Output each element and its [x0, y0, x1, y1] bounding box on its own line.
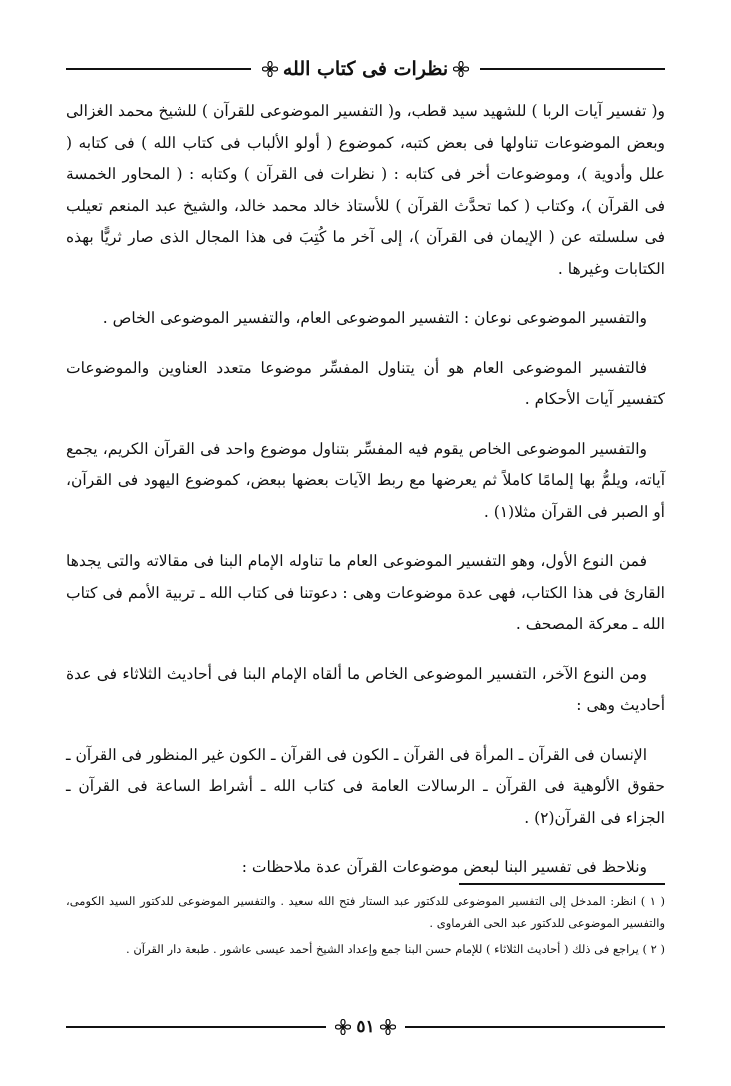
- header-rule-right: [480, 68, 665, 70]
- footnotes: [66, 890, 665, 964]
- footer-rule-right: [405, 1026, 665, 1028]
- paragraph: والتفسير الموضوعى الخاص يقوم فيه المفسِّر بتناول موضوع واحد فى القرآن الكريم، يجمع آياته، ويلمُّ بها إلمامًا كاملاً ثم يعرضها مع ربط الآيات بعضها ببعض، كموضوع اليهود فى القرآن، أو الصبر فى القرآن مثلا(١) .: [66, 439, 665, 521]
- header-title: نظرات فى كتاب الله: [282, 58, 449, 80]
- paragraph: ومن النوع الآخر، التفسير الموضوعى الخاص ما ألقاه الإمام البنا فى أحاديث الثلاثاء فى عدة أحاديث وهى :: [66, 664, 665, 714]
- paragraph: فمن النوع الأول، وهو التفسير الموضوعى العام ما تناوله الإمام البنا فى مقالاته والتى يجدها القارئ فى هذا الكتاب، فهى عدة موضوعات وهى : دعوتنا فى كتاب الله ـ تربية الأمم فى كتاب الله ـ معركة المصحف .: [66, 552, 665, 633]
- paragraph: الإنسان فى القرآن ـ المرأة فى القرآن ـ الكون فى القرآن ـ الكون غير المنظور فى القرآن ـ حقوق الألوهية فى القرآن ـ الرسالات العامة فى كتاب الله ـ أشراط الساعة فى القرآن ـ الجزاء فى القرآن(٢) .: [66, 745, 665, 827]
- footer-rule-left: [66, 1026, 326, 1028]
- header-title-group: [251, 58, 480, 80]
- paragraph: والتفسير الموضوعى نوعان : التفسير الموضوعى العام، والتفسير الموضوعى الخاص .: [102, 309, 647, 327]
- footnote-divider: [459, 883, 665, 885]
- paragraph: و( تفسير آيات الربا ) للشهيد سيد قطب، و( التفسير الموضوعى للقرآن ) للشيخ محمد الغزالى وبعض الموضوعات تناولها فى بعض كتبه، كموضوع ( أولو الألباب فى كتاب الله ) فى كتابه ( علل وأدوية )، وموضوعات أخر فى كتابه : ( نظرات فى القرآن ) وكتابه : ( المحاور الخمسة فى القرآن )، وكتاب ( كما تحدَّث القرآن ) للأستاذ خالد محمد خالد، والشيخ عبد المنعم تعيلب فى سلسلته عن ( الإيمان فى القرآن )، إلى آخر ما كُتِبَ فى هذا المجال الذى صار ثريًّا بهذه الكتابات وغيرها .: [66, 102, 665, 278]
- paragraph: ونلاحظ فى تفسير البنا لبعض موضوعات القرآن عدة ملاحظات :: [241, 858, 647, 876]
- footnote: ( ١ ) انظر: المدخل إلى التفسير الموضوعى للدكتور عبد الستار فتح الله سعيد . والتفسير الموضوعى للدكتور السيد الكومى، والتفسير الموضوعى للدكتور عبد الحى الفرماوى .: [66, 894, 665, 930]
- flower-ornament-icon: [335, 1019, 351, 1035]
- flower-ornament-icon: [453, 61, 469, 77]
- page-footer: [66, 1012, 665, 1042]
- page-number-group: [326, 1017, 404, 1037]
- paragraph: فالتفسير الموضوعى العام هو أن يتناول المفسِّر موضوعا متعدد العناوين والموضوعات كتفسير آيات الأحكام .: [66, 358, 665, 408]
- flower-ornament-icon: [380, 1019, 396, 1035]
- running-header: [66, 52, 665, 86]
- flower-ornament-icon: [262, 61, 278, 77]
- footnote: ( ٢ ) يراجع فى ذلك ( أحاديث الثلاثاء ) للإمام حسن البنا جمع وإعداد الشيخ أحمد عيسى عاشور . طبعة دار القرآن .: [126, 942, 665, 956]
- header-rule-left: [66, 68, 251, 70]
- page-number: ٥١: [356, 1017, 375, 1037]
- main-text: [66, 96, 665, 902]
